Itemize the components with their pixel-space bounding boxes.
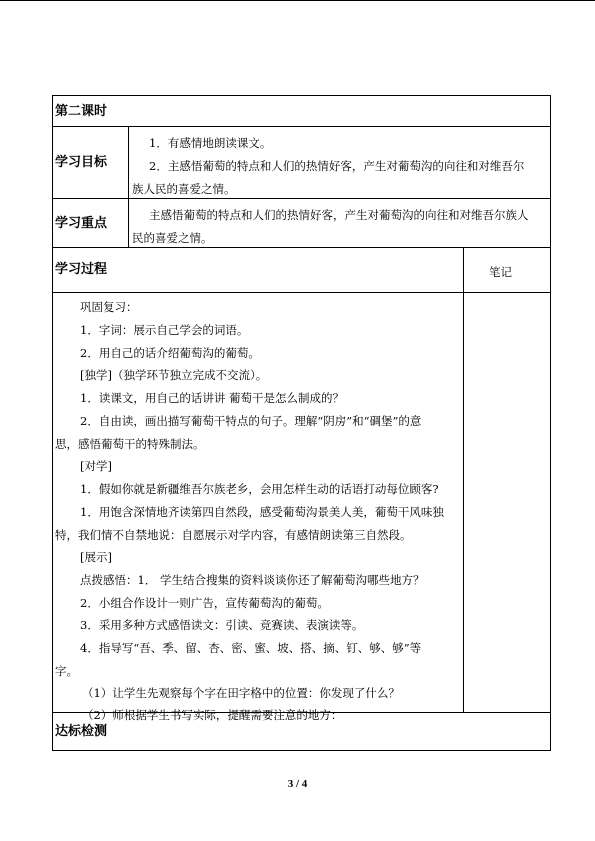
focus-line-1: 主感悟葡萄的特点和人们的热情好客，产生对葡萄沟的向往和对维吾尔族人 <box>149 208 529 222</box>
process-line: [对学] <box>80 459 112 473</box>
lesson-plan-table <box>52 95 551 751</box>
process-line: 2．小组合作设计一则广告，宣传葡萄沟的葡萄。 <box>80 596 329 610</box>
process-line: 1．用饱含深情地齐读第四自然段，感受葡萄沟景美人美，葡萄干风味独 <box>80 505 444 519</box>
table-border-bottom <box>52 750 551 751</box>
process-line: （1）让学生先观察每个字在田字格中的位置：你发现了什么？ <box>82 686 400 700</box>
process-label: 学习过程 <box>55 262 108 277</box>
process-line: 2．自由读，画出描写葡萄干特点的句子。理解“阴房”和“碉堡”的意 <box>80 414 422 428</box>
process-line: 思，感悟葡萄干的特殊制法。 <box>55 437 205 451</box>
table-border-left <box>52 95 53 751</box>
process-line: 特，我们情不自禁地说：自愿展示对学内容，有感情朗读第三自然段。 <box>55 528 412 542</box>
table-border-top <box>52 95 551 96</box>
row-divider-title <box>52 126 551 127</box>
process-line: 巩固复习： <box>80 300 138 314</box>
process-line: [展示] <box>80 550 112 564</box>
notes-label: 笔记 <box>489 265 512 279</box>
label-column-divider <box>128 126 129 248</box>
process-line: 1．字词：展示自己学会的词语。 <box>80 323 249 337</box>
notes-column-divider <box>463 247 464 713</box>
process-line: 1．读课文，用自己的话讲讲 葡萄干是怎么制成的？ <box>80 391 344 405</box>
page-number: 3 / 4 <box>287 778 308 790</box>
focus-label: 学习重点 <box>55 216 108 231</box>
lesson-title: 第二课时 <box>55 104 108 119</box>
process-line: 字。 <box>55 664 78 678</box>
goals-line-1: 1．有感情地朗读课文。 <box>149 136 272 150</box>
goals-line-3: 族人民的喜爱之情。 <box>132 182 236 196</box>
process-line: 4．指导写“吾、季、留、杏、密、蜜、坡、搭、摘、钉、够、够”等 <box>80 641 422 655</box>
process-line: 点拨感悟：1． 学生结合搜集的资料谈谈你还了解葡萄沟哪些地方？ <box>80 573 425 587</box>
process-line: 3．采用多种方式感悟读文：引读、竞赛读、表演读等。 <box>80 618 364 632</box>
process-line: 2．用自己的话介绍葡萄沟的葡萄。 <box>80 346 260 360</box>
process-line: [独学]（独学环节独立完成不交流）。 <box>80 368 268 382</box>
process-line: （2）师根据学生书写实际，提醒需要注意的地方： <box>82 708 343 722</box>
process-line: 1．假如你就是新疆维吾尔族老乡，会用怎样生动的话语打动每位顾客? <box>80 482 439 496</box>
focus-line-2: 民的喜爱之情。 <box>132 231 213 245</box>
row-divider-process-header <box>52 292 551 293</box>
row-divider-focus <box>52 247 551 248</box>
goals-line-2: 2．主感悟葡萄的特点和人们的热情好客，产生对葡萄沟的向往和对维吾尔 <box>149 159 525 173</box>
check-label: 达标检测 <box>55 724 108 739</box>
page-top-rule <box>0 0 595 1</box>
goals-label: 学习目标 <box>55 155 108 170</box>
table-border-right <box>550 95 551 751</box>
row-divider-goals <box>52 198 551 199</box>
